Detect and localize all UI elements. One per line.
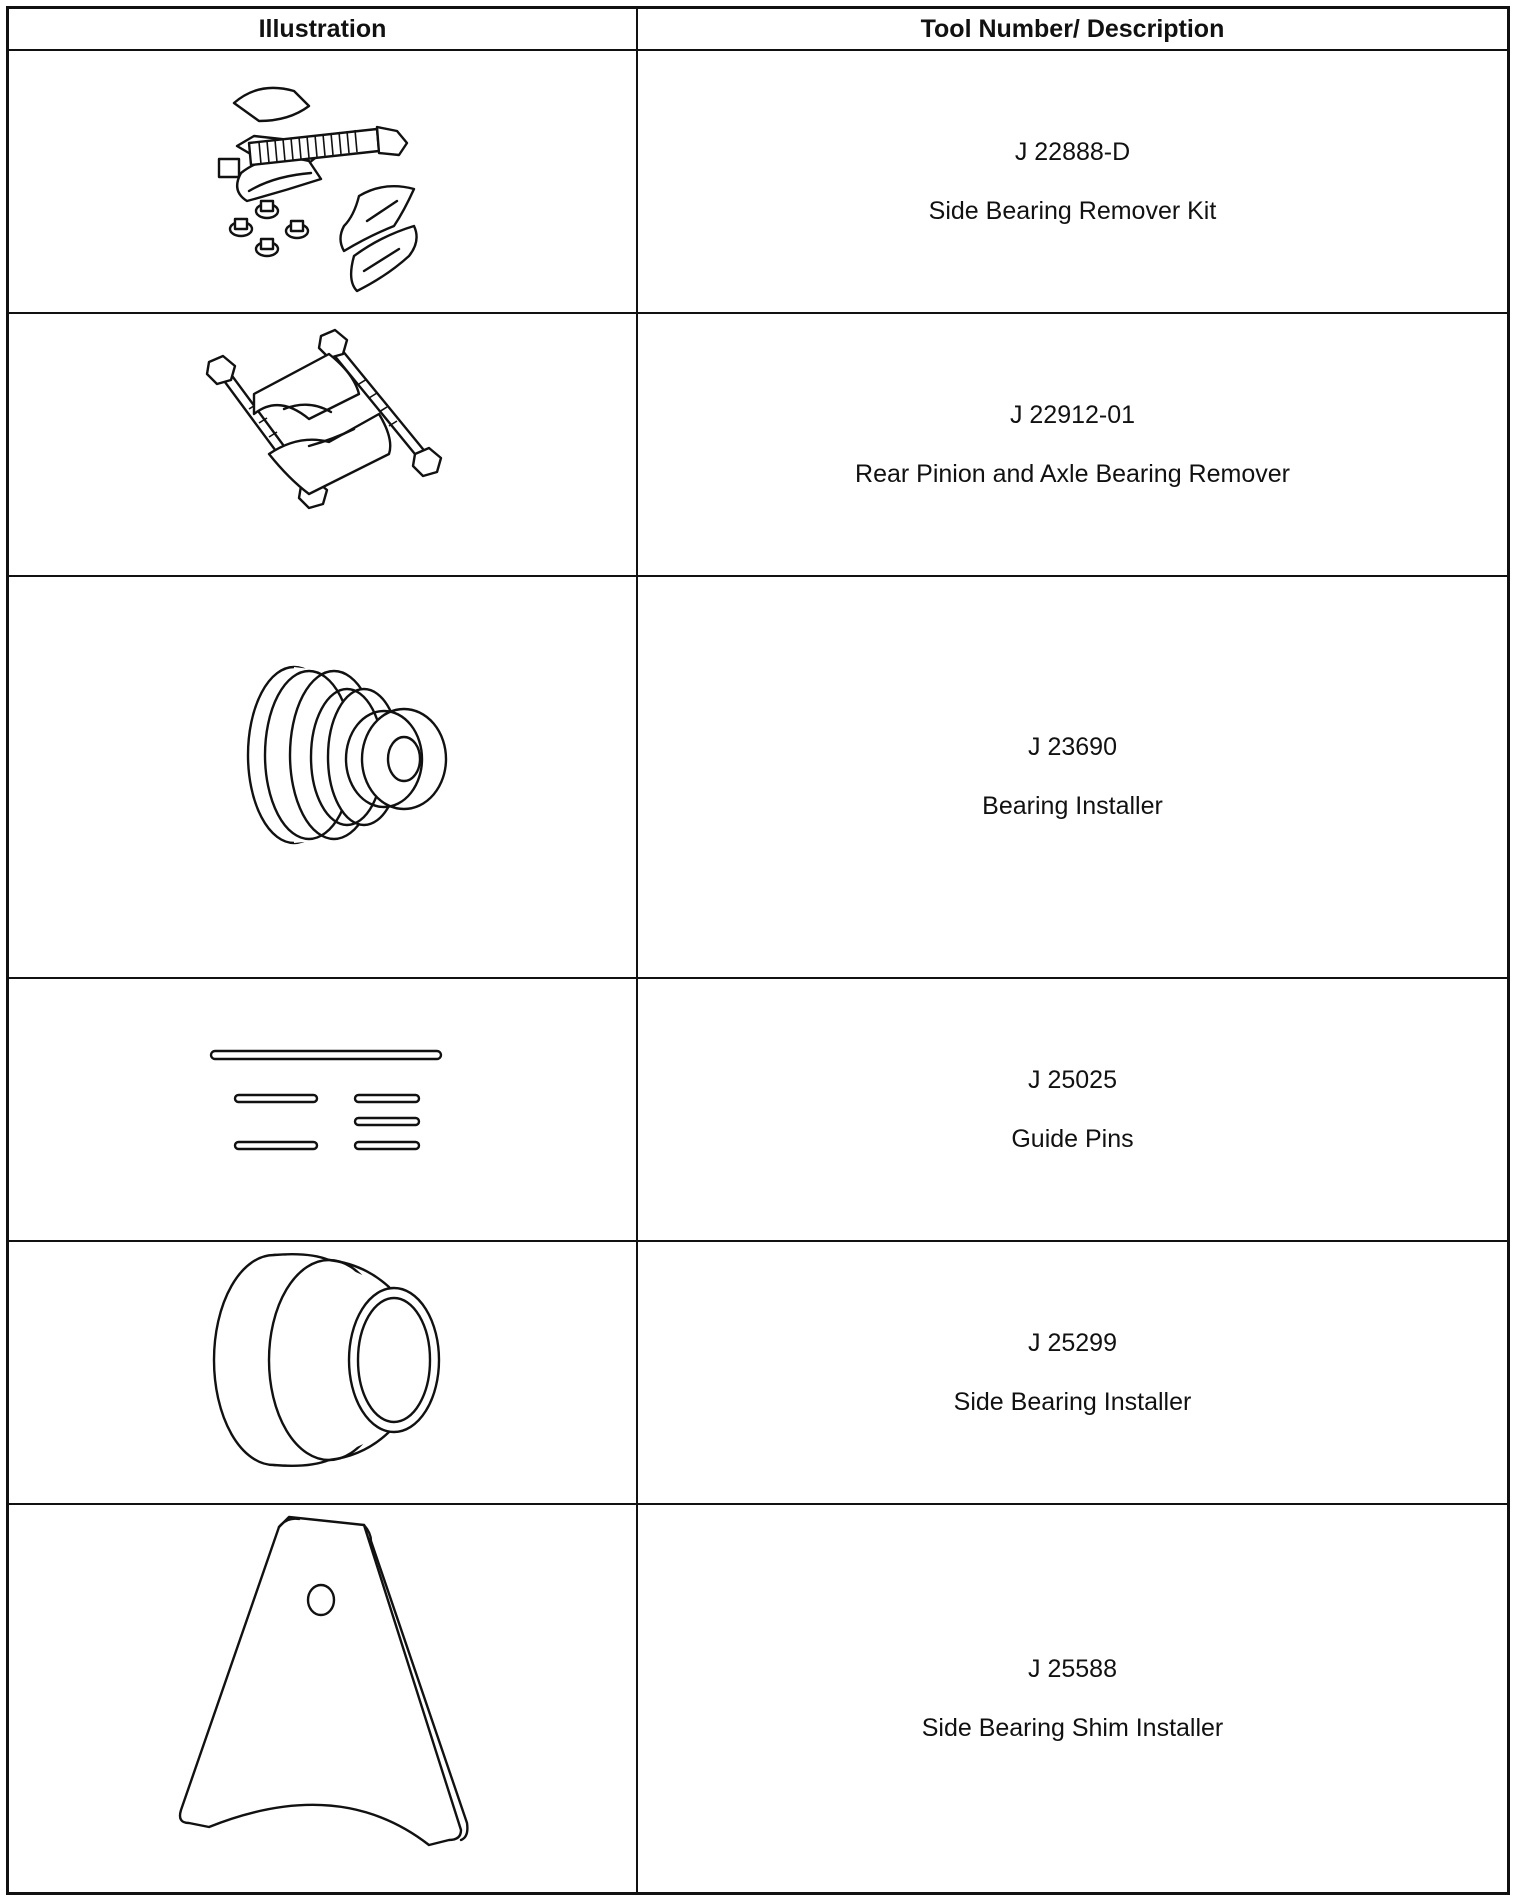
guide-pins-icon [9,979,636,1240]
tool-description-cell [638,577,1507,977]
tool-description: Side Bearing Installer [953,1387,1192,1416]
tool-description-cell [638,1505,1507,1892]
tool-description: Side Bearing Remover Kit [928,196,1217,225]
tool-number: J 22912-01 [1009,400,1136,429]
tool-description: Rear Pinion and Axle Bearing Remover [855,459,1290,488]
header-illustration: Illustration [258,15,387,43]
tool-number: J 22888-D [1014,137,1131,166]
special-tools-table [6,6,1510,1895]
table-header-row [9,9,1507,51]
tool-description: Guide Pins [1011,1124,1134,1153]
tool-description-cell [638,314,1507,575]
table-row [9,1242,1507,1505]
table-row [9,577,1507,979]
tool-number: J 25299 [1028,1328,1117,1357]
header-tool-description: Tool Number/ Description [920,15,1225,43]
tool-number: J 23690 [1028,733,1117,761]
side-bearing-installer-icon [9,1242,636,1503]
shim-installer-icon [9,1505,636,1892]
table-row [9,314,1507,577]
tool-description: Bearing Installer [982,792,1163,820]
tool-description-cell [638,979,1507,1240]
table-row [9,979,1507,1242]
tool-description: Side Bearing Shim Installer [921,1713,1224,1742]
tool-number: J 25588 [1028,1654,1117,1683]
tool-description-cell [638,1242,1507,1503]
tool-description-cell [638,51,1507,312]
tool-number: J 25025 [1028,1065,1117,1094]
table-row [9,1505,1507,1892]
puller-kit-icon [9,51,636,312]
table-row [9,51,1507,314]
bearing-separator-icon [9,314,636,575]
stepped-bearing-installer-icon [9,577,636,977]
